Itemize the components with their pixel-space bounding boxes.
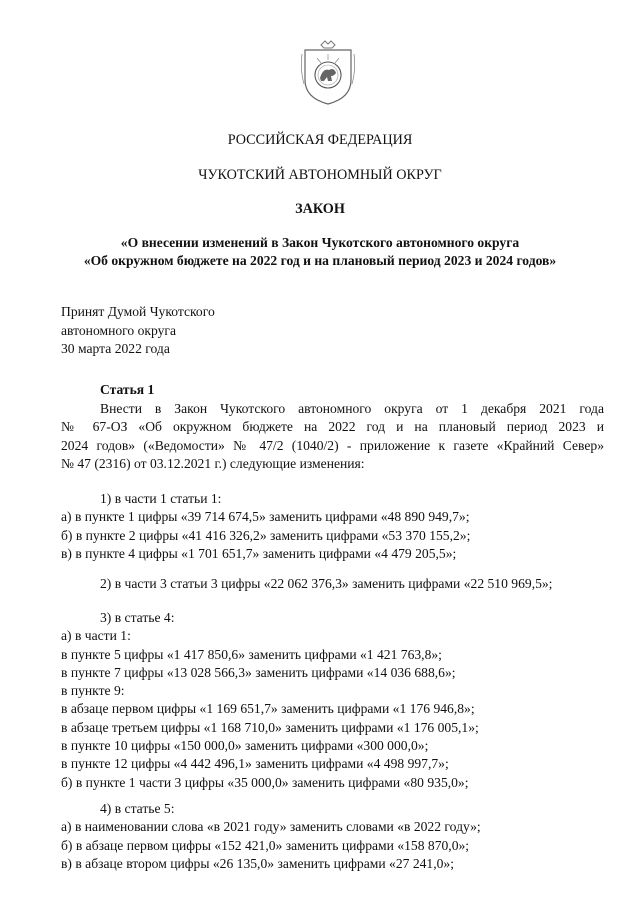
section-2-heading: 2) в части 3 статьи 3 цифры «22 062 376,3» заменить цифрами «22 510 969,5»; [100, 576, 553, 591]
doc-type-heading: ЗАКОН [295, 201, 345, 217]
amendment-section-4 [61, 800, 621, 873]
law-title [0, 234, 640, 270]
region-heading: ЧУКОТСКИЙ АВТОНОМНЫЙ ОКРУГ [198, 167, 442, 183]
article-title: Статья 1 [100, 382, 155, 397]
coat-of-arms-icon [301, 40, 355, 106]
section-3-line-6: в пункте 10 цифры «150 000,0» заменить цифрами «300 000,0»; [61, 738, 429, 754]
intro-line-1: Внести в Закон Чукотского автономного округа от 1 декабря 2021 года [100, 401, 604, 416]
section-3-line-2: в пункте 7 цифры «13 028 566,3» заменить цифрами «14 036 688,6»; [61, 664, 456, 680]
section-3-line-5: в абзаце третьем цифры «1 168 710,0» заменить цифрами «1 176 005,1»; [61, 719, 479, 735]
article-intro [61, 400, 604, 473]
section-4-item-c: в) в абзаце втором цифры «26 135,0» заменить цифрами «27 241,0»; [61, 855, 454, 871]
section-3-heading: 3) в статье 4: [100, 610, 175, 625]
intro-line-2: № 67-ОЗ «Об окружном бюджете на 2022 год и на плановый период 2023 и [61, 419, 604, 435]
section-1-heading: 1) в части 1 статьи 1: [100, 491, 222, 506]
adoption-line-1: Принят Думой Чукотского [61, 304, 215, 319]
section-3-line-7: в пункте 12 цифры «4 442 496,1» заменить цифрами «4 498 997,7»; [61, 756, 449, 772]
amendment-section-1 [61, 490, 621, 563]
section-3-line-1: в пункте 5 цифры «1 417 850,6» заменить цифрами «1 421 763,8»; [61, 646, 442, 662]
section-4-item-b: б) в абзаце первом цифры «152 421,0» заменить цифрами «158 870,0»; [61, 837, 470, 853]
intro-line-4: № 47 (2316) от 03.12.2021 г.) следующие изменения: [61, 455, 365, 471]
country-heading: РОССИЙСКАЯ ФЕДЕРАЦИЯ [227, 132, 413, 148]
section-4-item-a: а) в наименовании слова «в 2021 году» заменить словами «в 2022 году»; [61, 819, 481, 835]
amendment-section-2 [61, 575, 621, 593]
intro-line-3: 2024 годов» («Ведомости» № 47/2 (1040/2) - приложение к газете «Крайний Север» [61, 437, 604, 453]
section-3-line-4: в абзаце первом цифры «1 169 651,7» заменить цифрами «1 176 946,8»; [61, 701, 475, 717]
section-3-item-a: а) в части 1: [61, 628, 131, 644]
section-1-item-a: а) в пункте 1 цифры «39 714 674,5» заменить цифрами «48 890 949,7»; [61, 509, 470, 525]
section-1-item-c: в) в пункте 4 цифры «1 701 651,7» заменить цифрами «4 479 205,5»; [61, 545, 457, 561]
section-1-item-b: б) в пункте 2 цифры «41 416 326,2» заменить цифрами «53 370 155,2»; [61, 527, 471, 543]
law-title-line-1: «О внесении изменений в Закон Чукотского автономного округа [120, 235, 520, 250]
adoption-line-2: автономного округа [61, 322, 177, 338]
section-4-heading: 4) в статье 5: [100, 801, 175, 816]
adoption-date: 30 марта 2022 года [61, 341, 170, 356]
section-3-item-b: б) в пункте 1 части 3 цифры «35 000,0» заменить цифрами «80 935,0»; [61, 774, 469, 790]
adoption-info [61, 303, 215, 359]
amendment-section-3 [61, 609, 621, 792]
law-title-line-2: «Об окружном бюджете на 2022 год и на плановый период 2023 и 2024 годов» [83, 253, 557, 268]
section-3-line-3: в пункте 9: [61, 683, 125, 699]
